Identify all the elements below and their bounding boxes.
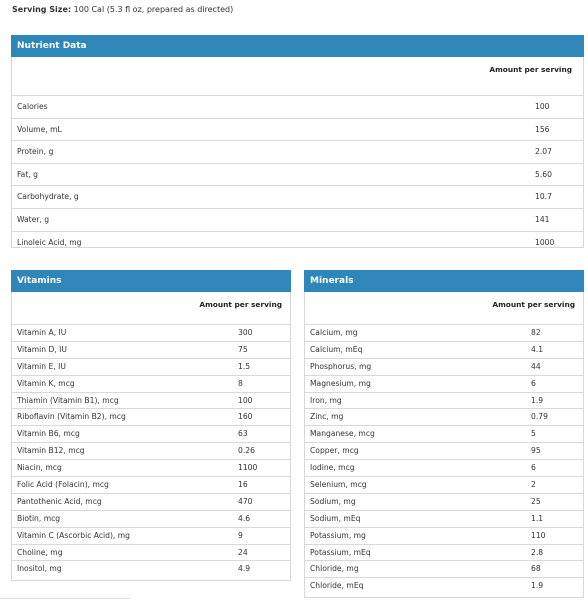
row-label: Potassium, mg <box>310 530 366 540</box>
nutrient-data-title: Nutrient Data <box>11 35 584 57</box>
vitamins-column-header: Amount per serving <box>199 300 282 309</box>
row-label: Sodium, mg <box>310 496 356 506</box>
table-row <box>305 476 583 493</box>
row-value: 82 <box>531 328 541 337</box>
table-row <box>12 425 290 442</box>
row-label: Vitamin B6, mcg <box>17 429 80 439</box>
minerals-column-header: Amount per serving <box>492 300 575 309</box>
row-value: 300 <box>238 328 253 337</box>
minerals-title: Minerals <box>304 270 584 292</box>
row-label: Protein, g <box>17 147 54 157</box>
table-row <box>305 442 583 459</box>
row-value: 470 <box>238 496 253 506</box>
table-row <box>12 476 290 493</box>
row-label: Volume, mL <box>17 124 62 134</box>
row-value: 6 <box>531 463 536 473</box>
table-row <box>305 375 583 392</box>
table-row <box>305 425 583 442</box>
table-row <box>12 527 290 544</box>
row-label: Thiamin (Vitamin B1), mcg <box>17 395 119 405</box>
table-row <box>12 185 583 208</box>
row-label: Calcium, mg <box>310 328 358 337</box>
row-value: 2.07 <box>535 147 552 157</box>
table-row <box>12 493 290 510</box>
table-row <box>12 544 290 561</box>
table-row <box>12 163 583 186</box>
minerals-rows <box>305 324 583 594</box>
row-value: 160 <box>238 412 253 422</box>
row-value: 24 <box>238 547 248 557</box>
table-row <box>12 341 290 358</box>
row-label: Vitamin A, IU <box>17 328 67 337</box>
table-row <box>305 392 583 409</box>
row-value: 4.1 <box>531 344 544 354</box>
serving-size-label: Serving Size: <box>12 5 72 14</box>
row-value: 0.26 <box>238 446 255 456</box>
row-value: 5.60 <box>535 169 552 179</box>
row-value: 4.9 <box>238 564 251 574</box>
row-value: 2.8 <box>531 547 544 557</box>
minerals-table <box>304 292 584 598</box>
row-value: 1100 <box>238 463 258 473</box>
row-label: Inositol, mg <box>17 564 62 574</box>
row-label: Iodine, mcg <box>310 463 355 473</box>
row-label: Copper, mcg <box>310 446 359 456</box>
table-row <box>305 358 583 375</box>
row-label: Chloride, mEq <box>310 581 364 591</box>
row-label: Fat, g <box>17 169 38 179</box>
row-value: 1.1 <box>531 513 544 523</box>
row-label: Phosphorus, mg <box>310 361 372 371</box>
row-value: 156 <box>535 124 550 134</box>
row-label: Vitamin K, mcg <box>17 378 75 388</box>
row-label: Manganese, mcg <box>310 429 375 439</box>
row-value: 1.9 <box>531 581 544 591</box>
row-label: Riboflavin (Vitamin B2), mcg <box>17 412 126 422</box>
row-label: Biotin, mcg <box>17 513 61 523</box>
table-row <box>12 95 583 118</box>
table-row <box>12 358 290 375</box>
row-value: 0.79 <box>531 412 548 422</box>
row-label: Choline, mg <box>17 547 63 557</box>
nutrient-column-header: Amount per serving <box>489 65 572 74</box>
row-value: 95 <box>531 446 541 456</box>
table-row <box>305 577 583 594</box>
table-row <box>12 442 290 459</box>
row-label: Pantothenic Acid, mcg <box>17 496 102 506</box>
vitamins-title: Vitamins <box>11 270 291 292</box>
row-label: Vitamin B12, mcg <box>17 446 85 456</box>
row-label: Vitamin D, IU <box>17 344 67 354</box>
table-row <box>12 118 583 141</box>
table-row <box>305 560 583 577</box>
table-row <box>12 231 583 254</box>
row-value: 100 <box>535 102 550 111</box>
row-value: 1.5 <box>238 361 251 371</box>
table-row <box>12 459 290 476</box>
row-label: Selenium, mcg <box>310 480 367 490</box>
row-value: 44 <box>531 361 541 371</box>
row-value: 5 <box>531 429 536 439</box>
nutrient-data-panel <box>11 35 584 248</box>
row-value: 9 <box>238 530 243 540</box>
vitamins-panel <box>11 270 291 581</box>
row-value: 75 <box>238 344 248 354</box>
row-label: Iron, mg <box>310 395 342 405</box>
row-label: Sodium, mEq <box>310 513 361 523</box>
row-value: 8 <box>238 378 243 388</box>
row-label: Vitamin C (Ascorbic Acid), mg <box>17 530 130 540</box>
row-label: Calcium, mEq <box>310 344 363 354</box>
table-row <box>12 510 290 527</box>
table-row <box>12 560 290 577</box>
table-row <box>305 493 583 510</box>
row-value: 1000 <box>535 237 555 247</box>
row-label: Niacin, mcg <box>17 463 62 473</box>
minerals-panel <box>304 270 584 598</box>
table-row <box>12 392 290 409</box>
table-row <box>305 324 583 341</box>
row-label: Vitamin E, IU <box>17 361 66 371</box>
row-label: Magnesium, mg <box>310 378 371 388</box>
table-row <box>12 408 290 425</box>
row-value: 25 <box>531 496 541 506</box>
row-value: 10.7 <box>535 192 552 202</box>
row-label: Carbohydrate, g <box>17 192 79 202</box>
vitamins-table <box>11 292 291 581</box>
table-row <box>305 408 583 425</box>
row-value: 141 <box>535 214 550 224</box>
table-row <box>12 140 583 163</box>
table-row <box>305 459 583 476</box>
table-row <box>12 208 583 231</box>
row-value: 100 <box>238 395 253 405</box>
serving-size <box>12 5 233 14</box>
row-label: Water, g <box>17 214 50 224</box>
nutrient-rows <box>12 95 583 253</box>
table-row <box>305 527 583 544</box>
row-value: 16 <box>238 480 248 490</box>
table-row <box>12 324 290 341</box>
serving-size-value: 100 Cal (5.3 fl oz, prepared as directed) <box>73 5 234 14</box>
row-value: 68 <box>531 564 541 574</box>
row-value: 1.9 <box>531 395 544 405</box>
nutrient-data-table <box>11 57 584 248</box>
row-label: Chloride, mg <box>310 564 359 574</box>
row-value: 2 <box>531 480 536 490</box>
row-value: 110 <box>531 530 546 540</box>
row-label: Calories <box>17 102 48 111</box>
vitamins-rows <box>12 324 290 577</box>
table-row <box>12 375 290 392</box>
page-divider <box>0 598 130 599</box>
row-value: 6 <box>531 378 536 388</box>
row-label: Potassium, mEq <box>310 547 371 557</box>
table-row <box>305 510 583 527</box>
row-label: Linoleic Acid, mg <box>17 237 82 247</box>
table-row <box>305 544 583 561</box>
row-label: Folic Acid (Folacin), mcg <box>17 480 109 490</box>
table-row <box>305 341 583 358</box>
row-label: Zinc, mg <box>310 412 344 422</box>
row-value: 4.6 <box>238 513 251 523</box>
row-value: 63 <box>238 429 248 439</box>
